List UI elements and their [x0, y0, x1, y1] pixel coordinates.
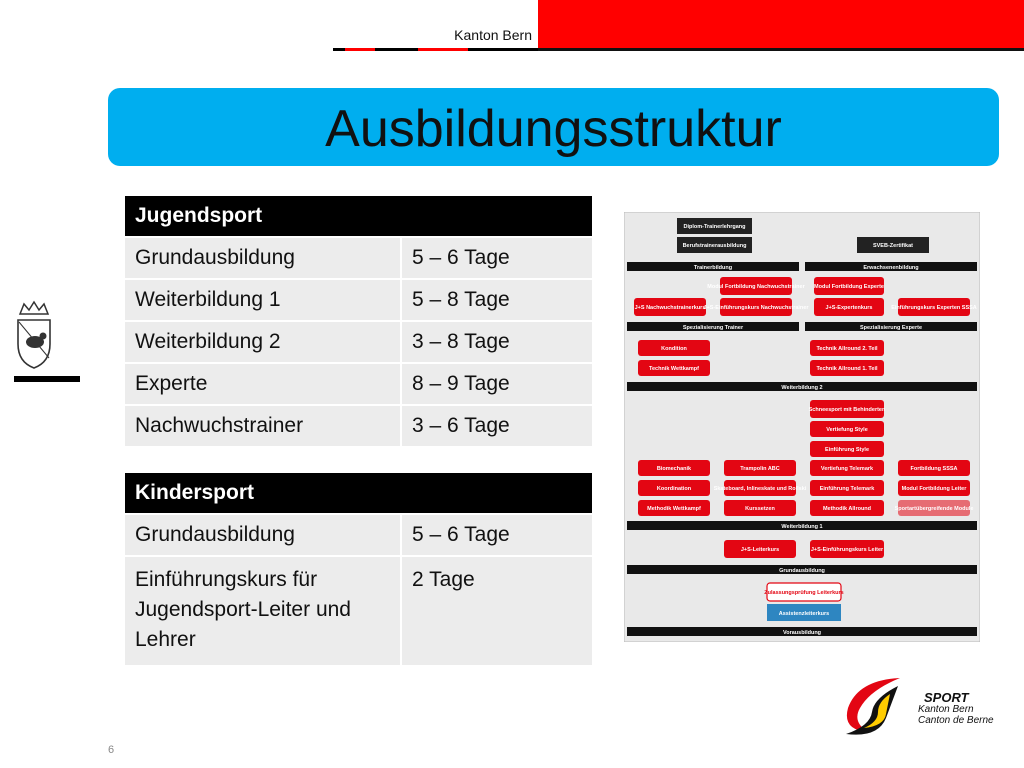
diagram-box-label: Schneesport mit Behinderten [808, 407, 886, 413]
diagram-box-label: Biomechanik [656, 466, 692, 472]
header-rule-right [538, 48, 1024, 51]
diagram-box-label: Sportartübergreifende Module [894, 506, 974, 512]
sport-logo-title: SPORT [924, 690, 969, 705]
diagram-box-label: Vertiefung Telemark [820, 466, 874, 472]
diagram-box [638, 480, 710, 496]
diagram-box [677, 218, 752, 234]
diagram-bar-label: Vorausbildung [782, 630, 822, 636]
course-name: Grundausbildung [125, 236, 402, 278]
diagram-box [638, 340, 710, 356]
diagram-box [891, 298, 977, 316]
table-row [125, 320, 592, 362]
diagram-box [895, 500, 974, 516]
diagram-box [707, 277, 805, 295]
diagram-box-label: J+S-Expertenkurs [825, 305, 873, 311]
course-name: Nachwuchstrainer [125, 404, 402, 446]
diagram-background [624, 212, 980, 642]
diagram-box [810, 480, 884, 496]
diagram-box [810, 441, 884, 457]
diagram-box-label: Modul Fortbildung Nachwuchstrainer [707, 284, 805, 290]
diagram-bar [805, 262, 977, 271]
diagram-box [898, 460, 970, 476]
diagram-bar-label: Weiterbildung 1 [781, 524, 823, 530]
diagram-box-label: J+S-Einführungskurs Leiter [810, 547, 884, 553]
diagram-box [810, 360, 884, 376]
diagram-box [714, 480, 807, 496]
course-duration: 5 – 6 Tage [402, 236, 592, 278]
diagram-box-label: J+S-Leiterkurs [740, 547, 780, 553]
diagram-box-label: Trampolin ABC [740, 466, 780, 472]
header-rule-accent [418, 48, 468, 51]
table-row [125, 278, 592, 320]
table-row [125, 404, 592, 446]
diagram-box-label: Zulassungsprüfung Leiterkurs [764, 590, 844, 596]
course-name: Experte [125, 362, 402, 404]
diagram-bar [627, 322, 799, 331]
diagram-box-label: Kondition [661, 346, 687, 352]
diagram-box [810, 500, 884, 516]
diagram-box [857, 237, 929, 253]
diagram-bar [627, 627, 977, 636]
diagram-box-label: Technik Allround 2. Teil [816, 346, 878, 352]
diagram-box-label: Fortbildung SSSA [910, 466, 958, 472]
diagram-box-label: Vertiefung Style [826, 427, 868, 433]
diagram-box-label: Modul Fortbildung Leiter [901, 486, 967, 492]
course-duration: 5 – 8 Tage [402, 278, 592, 320]
diagram-box-label: Methodik Allround [822, 506, 872, 512]
page-title: Ausbildungsstruktur [325, 100, 782, 158]
course-duration: 3 – 6 Tage [402, 404, 592, 446]
table-row [125, 362, 592, 404]
course-duration: 8 – 9 Tage [402, 362, 592, 404]
diagram-box [810, 460, 884, 476]
diagram-box-label: Diplom-Trainerlehrgang [683, 224, 746, 230]
diagram-box-label: Berufstrainerausbildung [682, 243, 747, 249]
kindersport-table [125, 473, 592, 665]
sport-logo-icon [838, 672, 908, 742]
diagram-bar [627, 565, 977, 574]
diagram-box-label: Assistenzleiterkurs [778, 611, 830, 617]
table-row [125, 555, 592, 665]
diagram-box-label: Technik Wettkampf [649, 366, 699, 372]
sport-logo-line: Canton de Berne [918, 715, 994, 726]
table-heading: Jugendsport [125, 196, 592, 236]
diagram-box [638, 360, 710, 376]
diagram-bar [627, 262, 799, 271]
table-heading: Kindersport [125, 473, 592, 513]
diagram-box [724, 540, 796, 558]
diagram-box-label: J+S-Einführungskurs Nachwuchstrainer [703, 305, 809, 311]
table-row [125, 236, 592, 278]
diagram-box-label: Einführungskurs Experten SSSA [891, 305, 977, 311]
diagram-box [634, 298, 706, 316]
diagram-box [724, 460, 796, 476]
diagram-box [810, 340, 884, 356]
diagram-box-label: Technik Allround 1. Teil [816, 366, 878, 372]
course-duration: 2 Tage [402, 555, 592, 665]
sport-logo-line: Kanton Bern [918, 704, 974, 715]
canton-name: Kanton Bern [454, 27, 532, 43]
bern-logo-bar [14, 376, 80, 382]
diagram-box-label: SVEB-Zertifikat [872, 243, 914, 249]
header-red-band [538, 0, 1024, 50]
course-name: Grundausbildung [125, 513, 402, 555]
course-duration: 3 – 8 Tage [402, 320, 592, 362]
diagram-box-label: Koordination [656, 486, 692, 492]
diagram-box [767, 604, 841, 621]
jugendsport-table [125, 196, 592, 446]
diagram-box [724, 500, 796, 516]
diagram-box-label: J+S Nachwuchstrainerkurs [634, 305, 706, 311]
course-name: Weiterbildung 2 [125, 320, 402, 362]
diagram-box-label: Einführung Style [825, 447, 869, 453]
diagram-box [638, 500, 710, 516]
diagram-bar-label: Weiterbildung 2 [781, 385, 823, 391]
diagram-box [809, 400, 886, 418]
diagram-box [810, 421, 884, 437]
page-number: 6 [108, 744, 115, 756]
header-rule-accent [345, 48, 375, 51]
diagram-box-label: Methodik Wettkampf [647, 506, 701, 512]
diagram-bar [627, 382, 977, 391]
diagram-bar-label: Spezialisierung Experte [859, 325, 923, 331]
training-structure-diagram [624, 212, 980, 642]
diagram-box-label: Skateboard, Inlineskate und Rollski [713, 486, 807, 492]
diagram-box [638, 460, 710, 476]
diagram-bar [627, 521, 977, 530]
diagram-box-label: Kurssetzen [745, 506, 775, 512]
course-duration: 5 – 6 Tage [402, 513, 592, 555]
diagram-box [898, 480, 970, 496]
diagram-box [814, 277, 884, 295]
diagram-bar [805, 322, 977, 331]
diagram-box-label: Modul Fortbildung Experte [814, 284, 884, 290]
bern-coat-of-arms-icon [14, 300, 54, 370]
diagram-box [810, 540, 884, 558]
diagram-box [814, 298, 884, 316]
diagram-bar-label: Erwachsenenbildung [863, 265, 919, 271]
diagram-bar-label: Grundausbildung [779, 568, 825, 574]
table-row [125, 513, 592, 555]
diagram-bar-label: Trainerbildung [693, 265, 733, 271]
diagram-box [677, 237, 752, 253]
course-name: Einführungskurs für Jugendsport-Leiter und Lehrer [125, 555, 402, 665]
diagram-box [764, 583, 843, 601]
course-name: Weiterbildung 1 [125, 278, 402, 320]
diagram-bar-label: Spezialisierung Trainer [682, 325, 744, 331]
diagram-box-label: Einführung Telemark [819, 486, 875, 492]
